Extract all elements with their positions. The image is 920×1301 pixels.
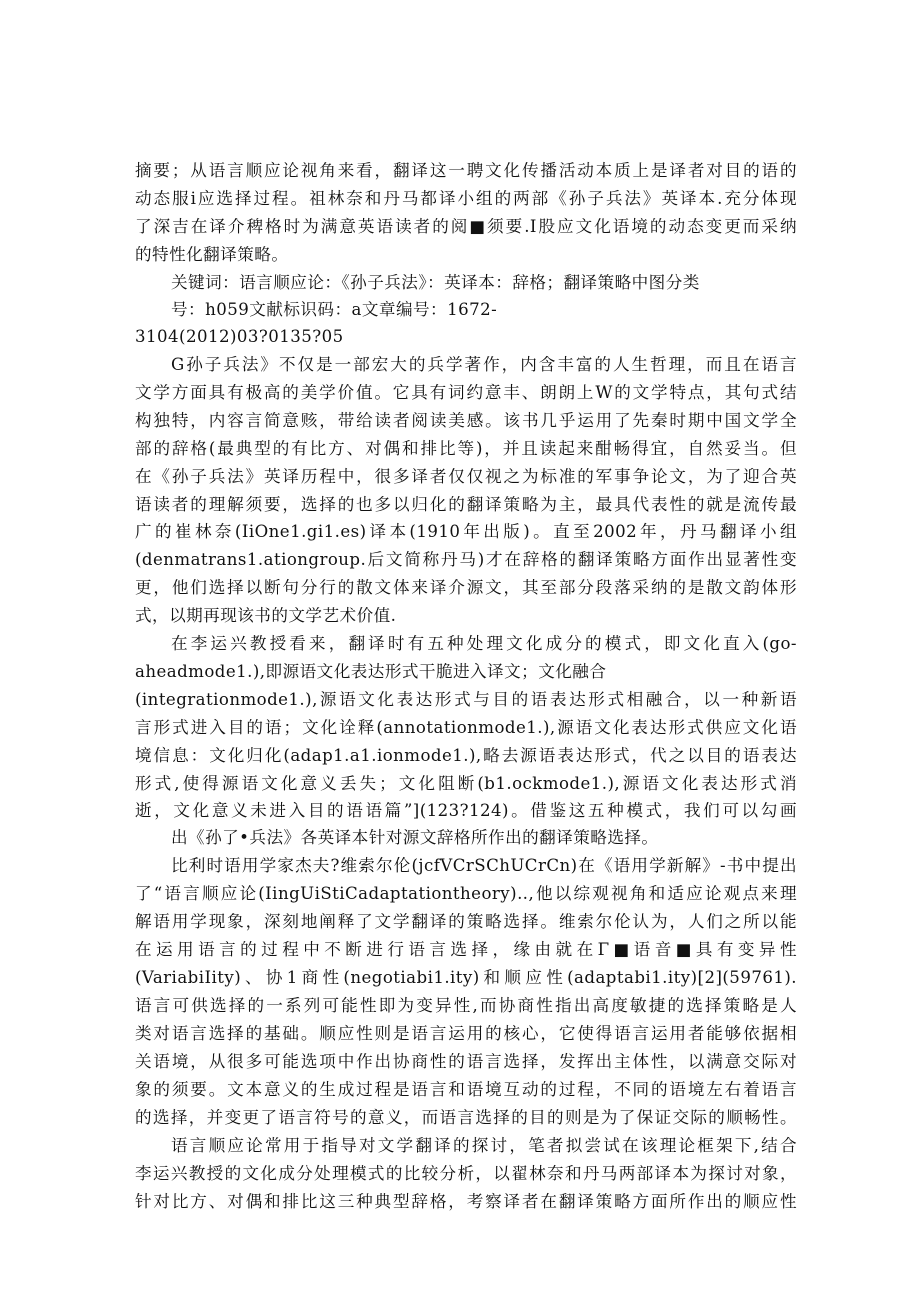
paragraph-1-line-3: 构独特，内容言简意赅，带给读者阅读美感。该书几乎运用了先秦时期中国文学全	[135, 411, 797, 430]
paragraph-4-line-1: 语言顺应论常用于指导对文学翻译的探讨，笔者拟尝试在该理论框架下,结合	[171, 1136, 797, 1155]
paragraph-1-line-1: G孙子兵法》不仅是一部宏大的兵学著作，内含丰富的人生哲理，而且在语言	[171, 355, 797, 374]
abstract-line-2: 动态服i应选择过程。祖林奈和丹马都译小组的两部《孙子兵法》英译本.充分体现	[135, 189, 797, 208]
paragraph-2-line-6: 形式,使得源语文化意义丢失；文化阻断(b1.ockmode1.),源语文化表达形式消	[135, 774, 797, 793]
paragraph-1-line-7: 广的崔林奈(IiOne1.gi1.es)译本(1910年出版)。直至2002年，丹马翻译小组	[135, 522, 797, 541]
paragraph-3-line-5: (VariabiIity)、协1商性(negotiabi1.ity)和顺应性(adaptabi1.ity)[2](59761).	[135, 968, 797, 987]
paragraph-4-line-3: 针对比方、对偶和排比这三种典型辞格，考察译者在翻译策略方面所作出的顺应性	[135, 1192, 797, 1211]
paragraph-2-line-7: 逝，文化意义未进入目的语语篇”](123?124)。借鉴这五种模式，我们可以勾画	[135, 801, 797, 820]
paragraph-2-line-1: 在李运兴教授看来，翻译时有五种处理文化成分的模式，即文化直入(go-	[171, 634, 797, 653]
paragraph-3-line-6: 语言可供选择的一系列可能性即为变异性,而协商性指出高度敏捷的选择策略是人	[135, 996, 797, 1015]
paragraph-1-line-4: 部的辞格(最典型的有比方、对偶和排比等)，并且读起来酣畅得宜，自然妥当。但	[135, 439, 797, 458]
paragraph-2-line-3: (integrationmode1.),源语文化表达形式与目的语表达形式相融合，以一种新语	[135, 690, 797, 709]
paragraph-1-line-5: 在《孙子兵法》英译历程中，很多译者仅仅视之为标准的军事争论文，为了迎合英	[135, 467, 797, 486]
paragraph-3-line-9: 象的须要。文本意义的生成过程是语言和语境互动的过程，不同的语境左右着语言	[135, 1080, 797, 1099]
keywords-line-1: 关键词：语言顺应论：《孙子兵法》：英译本：辞格；翻译策略中图分类	[171, 273, 700, 292]
paragraph-1-line-8: (denmatrans1.ationgroup.后文简称丹马)才在辞格的翻译策略方面作出显著性变	[135, 550, 797, 569]
paragraph-2-line-4: 言形式进入目的语；文化诠释(annotationmode1.),源语文化表达形式供应文化语	[135, 718, 797, 737]
paragraph-3-line-7: 类对语言选择的基础。顺应性则是语言运用的核心，它使得语言运用者能够依据相	[135, 1024, 797, 1043]
paragraph-3-line-2: 了“语言顺应论(IingUiStiCadaptationtheory)‥,他以综观视角和适应论观点来理	[135, 884, 797, 903]
paragraph-1-line-6: 语读者的理解须要，选择的也多以归化的翻译策略为主，最具代表性的就是流传最	[135, 495, 797, 514]
paragraph-3-line-3: 解语用学现象，深刻地阐释了文学翻译的策略选择。维索尔伦认为，人们之所以能	[135, 912, 797, 931]
paragraph-3-line-4: 在运用语言的过程中不断进行语言选择，缘由就在Γ■语音■具有变异性	[135, 940, 797, 959]
abstract-line-3: 了深吉在译介稗格时为满意英语读者的阅■须要.I股应文化语境的动态变更而采纳	[135, 217, 797, 236]
paragraph-4-line-2: 李运兴教授的文化成分处理模式的比较分析，以翟林奈和丹马两部译本为探讨对象，	[135, 1164, 797, 1183]
abstract-line-1: 摘要；从语言顺应论视角来看，翻译这一聘文化传播活动本质上是译者对目的语的	[135, 161, 797, 180]
paragraph-1-line-9: 更，他们选择以断句分行的散文体来译介源文，其至部分段落采纳的是散文韵体形	[135, 578, 797, 597]
paragraph-1-line-2: 文学方面具有极高的美学价值。它具有词约意丰、朗朗上W的文学特点，其句式结	[135, 383, 797, 402]
paragraph-2-line-5: 境信息：文化归化(adap1.a1.ionmode1.),略去源语表达形式，代之以目的语表达	[135, 746, 797, 765]
abstract-line-4: 的特性化翻译策略。	[135, 245, 289, 264]
paragraph-3-line-10: 的选择，并变更了语言符号的意义，而语言选择的目的则是为了保证交际的顺畅性。	[135, 1108, 797, 1127]
paragraph-1-line-10: 式，以期再现该书的文学艺术价值.	[135, 606, 397, 625]
paragraph-2-line-2: aheadmode1.),即源语文化表达形式干脆进入译文；文化融合	[135, 662, 607, 681]
paragraph-3-line-1: 比利时语用学家杰夫?维索尔伦(jcfVCrSChUCrCn)在《语用学新解》-书中提出	[171, 856, 797, 875]
paragraph-2-line-8: 出《孙了•兵法》各英译本针对源文辞格所作出的翻译策略选择。	[171, 828, 659, 847]
article-number-line: 3104(2012)03?0135?05	[135, 327, 344, 346]
paragraph-3-line-8: 关语境，从很多可能选项中作出协商性的语言选择，发挥出主体性，以满意交际对	[135, 1052, 797, 1071]
keywords-line-2: 号：h059文献标识码：a文章编号：1672-	[171, 300, 498, 319]
